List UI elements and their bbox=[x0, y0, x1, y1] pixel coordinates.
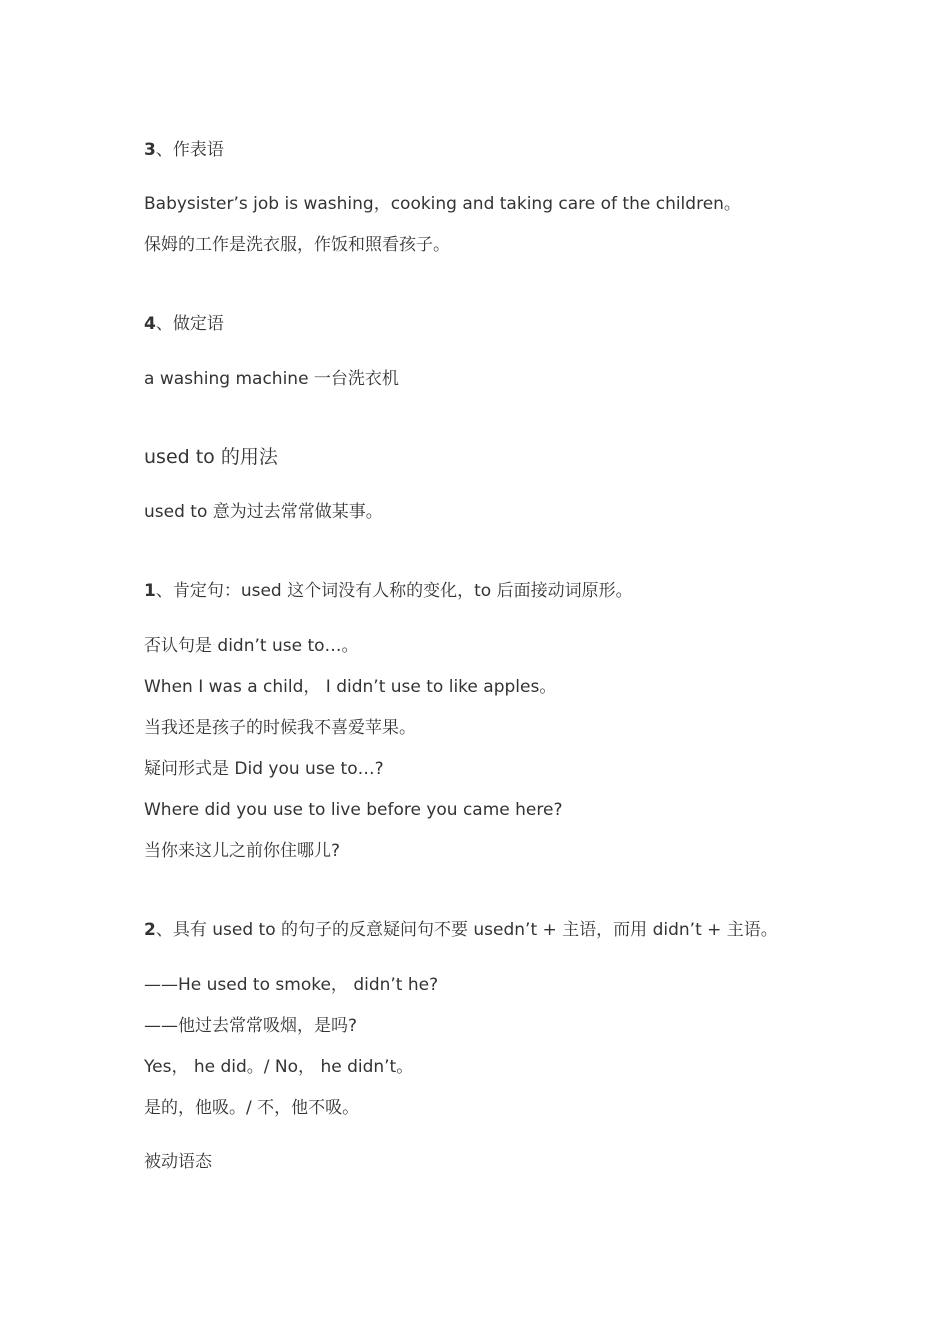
point-number: 2 bbox=[144, 920, 156, 940]
point-affirmative bbox=[144, 580, 633, 602]
question-form: 疑问形式是 Did you use to…? bbox=[144, 759, 384, 779]
section-heading-predicative bbox=[144, 139, 224, 161]
answer-chinese: 是的，他吸。/ 不，他不吸。 bbox=[144, 1098, 360, 1118]
point-number: 1 bbox=[144, 581, 156, 601]
heading-number: 4 bbox=[144, 314, 156, 334]
example-attributive: a washing machine 一台洗衣机 bbox=[144, 369, 399, 389]
negative-example-chinese: 当我还是孩子的时候我不喜爱苹果。 bbox=[144, 718, 416, 738]
example-chinese: 保姆的工作是洗衣服，作饭和照看孩子。 bbox=[144, 235, 450, 255]
section-heading-attributive bbox=[144, 313, 224, 335]
question-example-chinese: 当你来这儿之前你住哪儿? bbox=[144, 841, 341, 861]
point-tag-question bbox=[144, 919, 778, 941]
example-english: Babysister’s job is washing，cooking and taking care of the children。 bbox=[144, 194, 741, 214]
section-title-passive: 被动语态 bbox=[144, 1152, 212, 1172]
used-to-definition: used to 意为过去常常做某事。 bbox=[144, 502, 383, 522]
heading-number: 3 bbox=[144, 140, 156, 160]
negative-form: 否认句是 didn’t use to…。 bbox=[144, 636, 359, 656]
answer-english: Yes， he did。/ No， he didn’t。 bbox=[144, 1057, 414, 1077]
point-text: 、肯定句：used 这个词没有人称的变化，to 后面接动词原形。 bbox=[155, 581, 633, 601]
tag-example-chinese: ——他过去常常吸烟，是吗? bbox=[144, 1016, 358, 1036]
negative-example-english: When I was a child， I didn’t use to like apples。 bbox=[144, 677, 557, 697]
question-example-english: Where did you use to live before you came here? bbox=[144, 800, 563, 820]
heading-text: 、做定语 bbox=[155, 314, 224, 334]
section-title-used-to: used to 的用法 bbox=[144, 446, 278, 468]
tag-example-english: ——He used to smoke， didn’t he? bbox=[144, 975, 439, 995]
heading-text: 、作表语 bbox=[155, 140, 224, 160]
point-text: 、具有 used to 的句子的反意疑问句不要 usedn’t + 主语，而用 didn’t + 主语。 bbox=[155, 920, 778, 940]
